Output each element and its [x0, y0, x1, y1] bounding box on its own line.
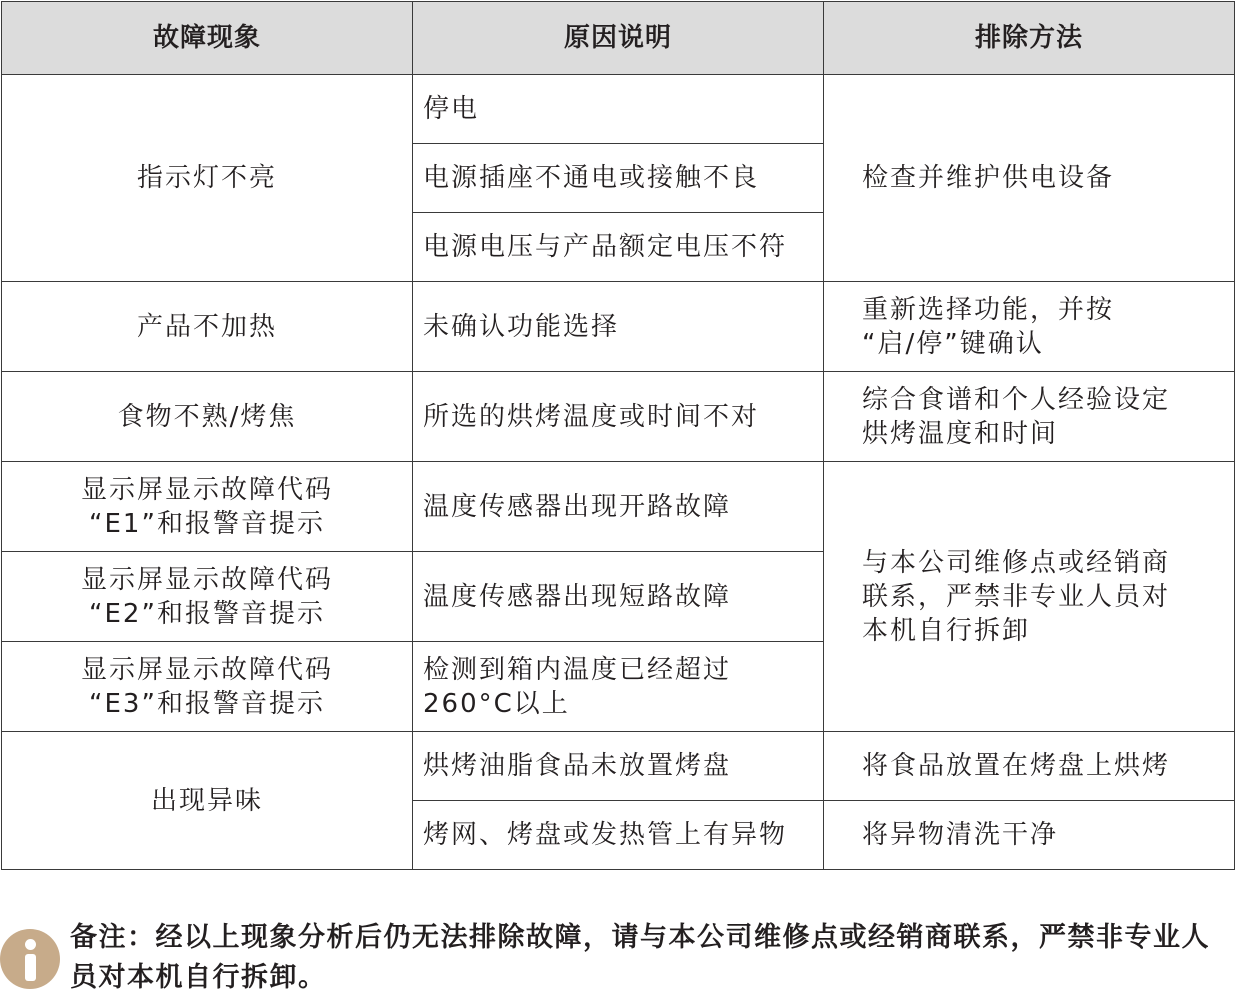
solution-cell: 将食品放置在烤盘上烘烤 — [824, 732, 1235, 801]
table-row — [2, 462, 1235, 552]
symptom-cell: 显示屏显示故障代码 “E1”和报警音提示 — [2, 462, 413, 552]
solution-cell: 将异物清洗干净 — [824, 801, 1235, 870]
solution-cell: 重新选择功能，并按 “启/停”键确认 — [824, 282, 1235, 372]
solution-cell: 与本公司维修点或经销商 联系，严禁非专业人员对 本机自行拆卸 — [824, 462, 1235, 732]
cause-cell: 电源电压与产品额定电压不符 — [413, 213, 824, 282]
cause-cell: 烘烤油脂食品未放置烤盘 — [413, 732, 824, 801]
cause-cell: 烤网、烤盘或发热管上有异物 — [413, 801, 824, 870]
symptom-cell: 显示屏显示故障代码 “E3”和报警音提示 — [2, 642, 413, 732]
table-row — [2, 372, 1235, 462]
symptom-cell: 食物不熟/烤焦 — [2, 372, 413, 462]
table-row — [2, 282, 1235, 372]
header-solution: 排除方法 — [824, 2, 1235, 75]
cause-cell: 停电 — [413, 75, 824, 144]
cause-cell: 检测到箱内温度已经超过 260°C以上 — [413, 642, 824, 732]
table-row — [2, 732, 1235, 801]
symptom-cell: 指示灯不亮 — [2, 75, 413, 282]
header-symptom: 故障现象 — [2, 2, 413, 75]
solution-cell: 检查并维护供电设备 — [824, 75, 1235, 282]
cause-cell: 温度传感器出现短路故障 — [413, 552, 824, 642]
solution-cell: 综合食谱和个人经验设定 烘烤温度和时间 — [824, 372, 1235, 462]
symptom-cell: 显示屏显示故障代码 “E2”和报警音提示 — [2, 552, 413, 642]
note-text: 备注：经以上现象分析后仍无法排除故障，请与本公司维修点或经销商联系，严禁非专业人员对本机自行拆卸。 — [70, 922, 1210, 993]
info-icon — [0, 929, 60, 989]
header-cause: 原因说明 — [413, 2, 824, 75]
table-row — [2, 75, 1235, 144]
symptom-cell: 出现异味 — [2, 732, 413, 870]
cause-cell: 电源插座不通电或接触不良 — [413, 144, 824, 213]
cause-cell: 温度传感器出现开路故障 — [413, 462, 824, 552]
cause-cell: 所选的烘烤温度或时间不对 — [413, 372, 824, 462]
cause-cell: 未确认功能选择 — [413, 282, 824, 372]
symptom-cell: 产品不加热 — [2, 282, 413, 372]
troubleshooting-table — [1, 1, 1235, 870]
table-header-row — [2, 2, 1235, 75]
